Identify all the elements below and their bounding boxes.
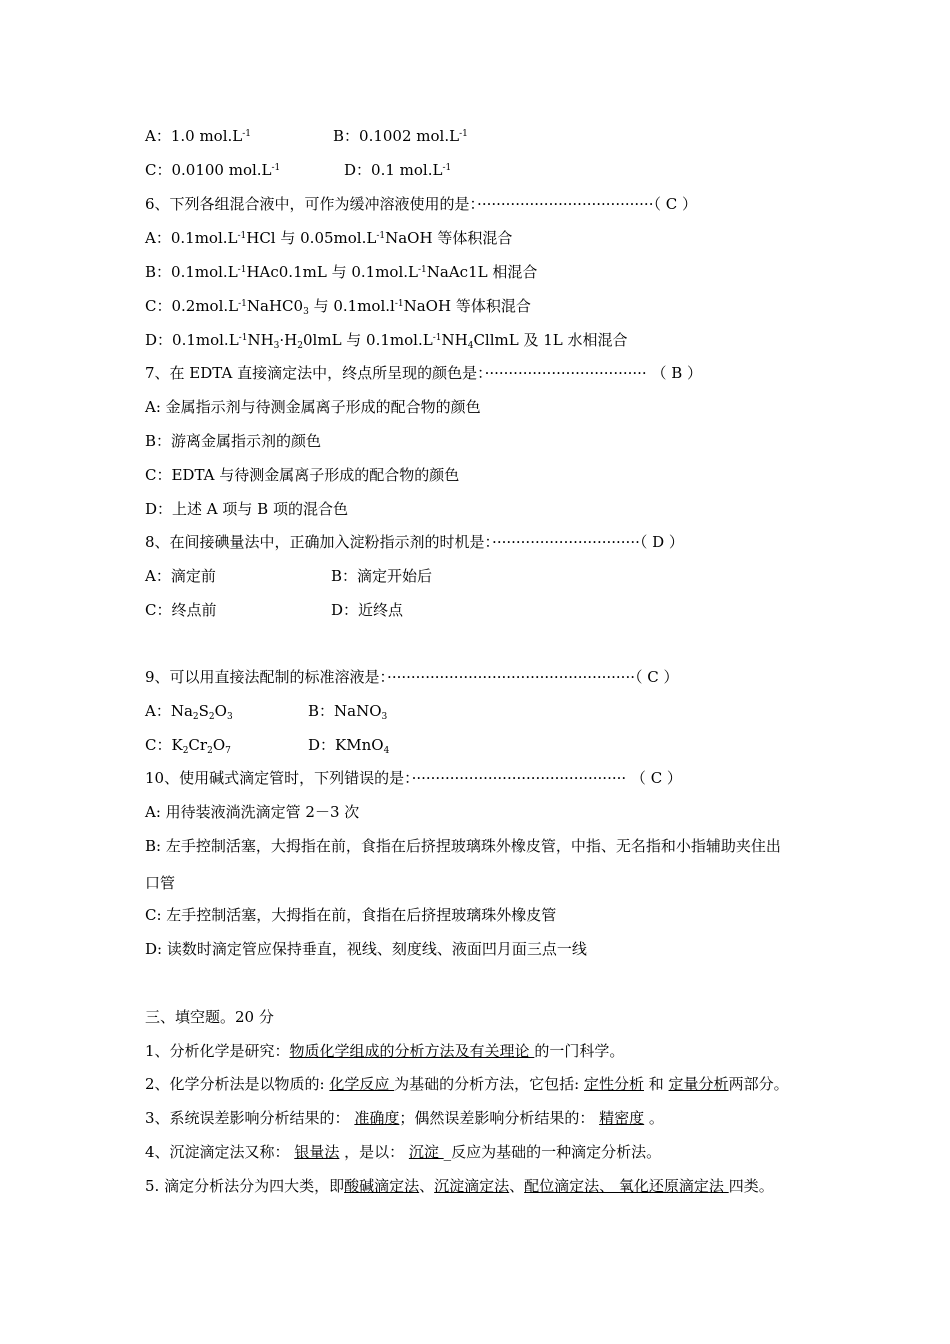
q7-option-c: C：EDTA 与待测金属离子形成的配合物的颜色 (145, 466, 460, 484)
q6-option-a: A：$0.1mol.L^{-1}HCl$ 与 $0.05mol.L^{-1}NaOH$ 等体积混合 (145, 229, 513, 247)
fill-item-3: 3、系统误差影响分析结果的： 准确度；偶然误差影响分析结果的： 精密度 。 (145, 1109, 664, 1127)
q9-option-d: D：KMnO$_4$ (308, 736, 390, 756)
q6-option-d: D：$0.1mol.L^{-1}NH_3\cdot H_20lmL$ 与 $0.1mol.L^{-1}NH_4CllmL$ 及 1L 水相混合 (145, 331, 628, 351)
q9-option-c: C：$K_2Cr_2O_7$ (145, 736, 231, 756)
q8-option-c: C：终点前 (145, 601, 217, 619)
fill-item-2: 2、化学分析法是以物质的: 化学反应 为基础的分析方法，它包括: 定性分析 和 定量分析两部分。 (145, 1075, 789, 1093)
q10-stem: 10、使用碱式滴定管时，下列错误的是：············································· （ C ） (145, 769, 682, 787)
q8-stem: 8、在间接碘量法中，正确加入淀粉指示剂的时机是：·······························（ D ） (145, 533, 684, 551)
q7-option-d: D：上述 A 项与 B 项的混合色 (145, 500, 348, 518)
q5-option-a: A：1.0 $mol.L^{-1}$ (145, 127, 252, 145)
q10-option-b-line2: 口管 (145, 874, 176, 892)
answer-blank: 化学反应 (329, 1075, 395, 1093)
q7-stem: 7、在 EDTA 直接滴定法中，终点所呈现的颜色是：·································· （ B ） (145, 364, 703, 382)
q6-option-c: C：$0.2mol.L^{-1}NaHC0_3$ 与 $0.1mol.l^{-1}NaOH$ 等体积混合 (145, 297, 531, 317)
q5-option-b: B：0.1002 $mol.L^{-1}$ (333, 127, 468, 145)
q10-option-d: D: 读数时滴定管应保持垂直，视线、刻度线、液面凹月面三点一线 (145, 940, 587, 958)
q8-option-b: B：滴定开始后 (331, 567, 433, 585)
q10-option-a: A: 用待装液淌洗滴定管 2－3 次 (145, 803, 360, 821)
section3-title: 三、填空题。20 分 (145, 1008, 274, 1026)
answer-blank: 银量法 (294, 1143, 340, 1161)
answer-blank: 沉淀滴定法 (434, 1177, 510, 1195)
q8-option-d: D：近终点 (331, 601, 404, 619)
q6-option-b: B：$0.1mol.L^{-1}HAc0.1mL$ 与 $0.1mol.L^{-1}NaAc1L$ 相混合 (145, 263, 538, 281)
q7-option-a: A: 金属指示剂与待测金属离子形成的配合物的颜色 (145, 398, 481, 416)
fill-item-5: 5. 滴定分析法分为四大类，即酸碱滴定法、沉淀滴定法、配位滴定法、 氧化还原滴定法 四类。 (145, 1177, 774, 1195)
answer-blank: 定性分析 (583, 1075, 644, 1093)
answer-blank: 酸碱滴定法 (344, 1177, 420, 1195)
q5-option-d: D：0.1 $mol.L^{-1}$ (344, 161, 452, 179)
q10-option-b-line1: B: 左手控制活塞，大拇指在前，食指在后挤捏玻璃珠外橡皮管，中指、无名指和小指辅助夹住出 (145, 837, 781, 855)
q9-stem: 9、可以用直接法配制的标准溶液是：····················································（ C ） (145, 668, 679, 686)
q6-stem: 6、下列各组混合液中，可作为缓冲溶液使用的是：·····································（ C ） (145, 195, 697, 213)
answer-blank: 物质化学组成的分析方法及有关理论 (289, 1042, 535, 1060)
fill-item-1: 1、分析化学是研究：物质化学组成的分析方法及有关理论 的一门科学。 (145, 1042, 625, 1060)
q8-option-a: A：滴定前 (145, 567, 216, 585)
q9-option-a: A：$Na_2S_2O_3$ (145, 702, 233, 722)
answer-blank: 定量分析 (668, 1075, 729, 1093)
answer-blank: 沉淀 (408, 1143, 444, 1161)
q5-option-c: C：0.0100 $mol.L^{-1}$ (145, 161, 281, 179)
answer-blank: 配位滴定法、 氧化还原滴定法 (524, 1177, 729, 1195)
q9-option-b: B：NaNO$_3$ (308, 702, 388, 722)
q10-option-c: C: 左手控制活塞，大拇指在前，食指在后挤捏玻璃珠外橡皮管 (145, 906, 557, 924)
fill-item-4: 4、沉淀滴定法又称： 银量法 ，是以： 沉淀 _反应为基础的一种滴定分析法。 (145, 1143, 662, 1161)
answer-blank: 精密度 (599, 1109, 645, 1127)
answer-blank: 准确度 (354, 1109, 400, 1127)
q7-option-b: B：游离金属指示剂的颜色 (145, 432, 322, 450)
